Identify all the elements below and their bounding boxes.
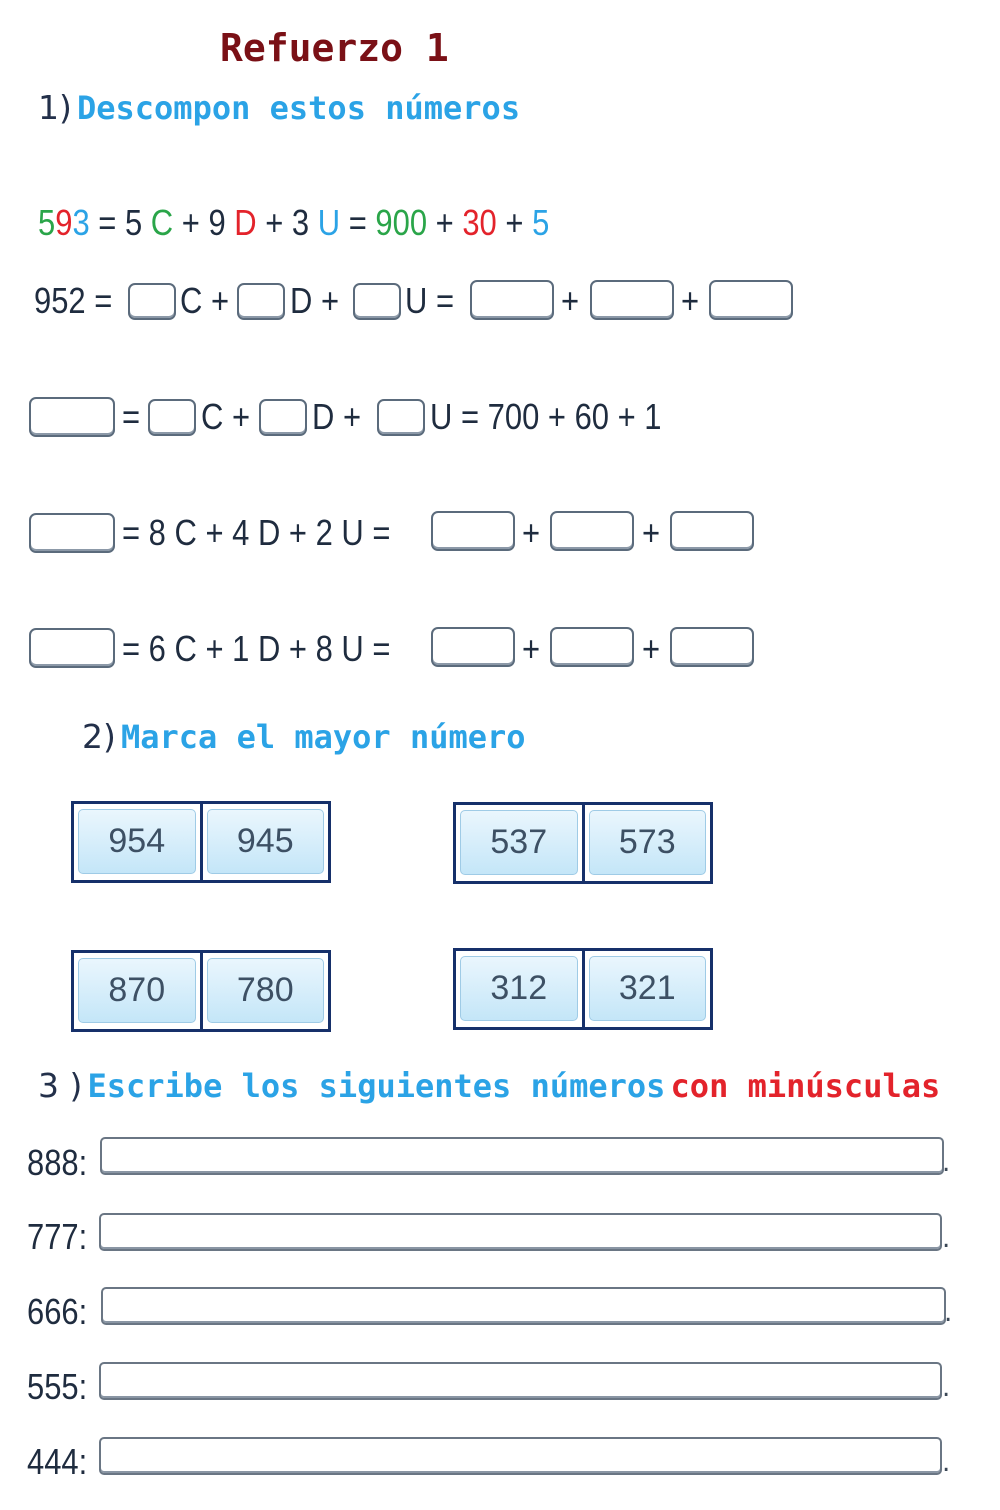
row1-plus: + (681, 280, 700, 321)
example-text: + 9 (173, 202, 235, 243)
example-value-tens: 30 (462, 202, 497, 243)
period-mark: . (942, 1448, 951, 1478)
answer-box[interactable] (128, 283, 176, 320)
example-text: + (496, 202, 533, 243)
example-digit-hundreds: 5 (38, 202, 56, 243)
number-option-button[interactable]: 954 (78, 809, 196, 874)
write-answer-field[interactable] (99, 1437, 942, 1475)
write-answer-field[interactable] (99, 1362, 942, 1400)
section2-header (82, 717, 526, 756)
write-row-label: 555: (27, 1366, 88, 1407)
row1-u: U = (405, 280, 455, 321)
example-d: D (234, 202, 257, 243)
answer-box[interactable] (377, 399, 425, 436)
write-row-label: 666: (27, 1291, 88, 1332)
row2-eq: = (122, 396, 141, 437)
write-row-label: 444: (27, 1441, 88, 1482)
period-mark: . (942, 1224, 951, 1254)
section3-number: 3 ) (38, 1066, 83, 1105)
period-mark: . (942, 1373, 951, 1403)
period-mark: . (944, 1298, 953, 1328)
example-row (38, 202, 549, 244)
answer-box[interactable] (259, 399, 307, 436)
section3-heading: Escribe los siguientes números (87, 1067, 666, 1105)
write-row-label: 777: (27, 1216, 88, 1257)
section3-heading-red: con minúsculas (670, 1067, 941, 1105)
example-digit-units: 3 (72, 202, 90, 243)
answer-box[interactable] (670, 511, 754, 551)
answer-box[interactable] (550, 627, 634, 667)
row1-lead: 952 = (34, 280, 113, 321)
number-option-button[interactable]: 945 (207, 809, 325, 874)
answer-box[interactable] (431, 627, 515, 667)
section2-number: 2) (82, 717, 116, 756)
number-pair (453, 948, 713, 1030)
row2-d: D + (312, 396, 362, 437)
example-c: C (150, 202, 174, 243)
answer-box[interactable] (29, 397, 115, 437)
section1-number: 1) (38, 88, 72, 127)
example-value-units: 5 (532, 202, 550, 243)
row4-plus: + (522, 628, 541, 669)
answer-box[interactable] (29, 628, 115, 668)
example-text: + 3 (256, 202, 318, 243)
number-option-button[interactable]: 870 (78, 958, 196, 1023)
answer-box[interactable] (670, 627, 754, 667)
answer-box[interactable] (148, 399, 196, 436)
answer-box[interactable] (353, 283, 401, 320)
number-pair (71, 950, 331, 1032)
section1-header (38, 88, 520, 127)
answer-box[interactable] (237, 283, 285, 320)
answer-box[interactable] (550, 511, 634, 551)
write-answer-field[interactable] (100, 1137, 944, 1175)
row1-d: D + (290, 280, 340, 321)
row2-c: C + (201, 396, 251, 437)
number-pair (453, 802, 713, 884)
row1-c: C + (180, 280, 230, 321)
write-answer-field[interactable] (99, 1213, 942, 1251)
example-digit-tens: 9 (55, 202, 73, 243)
example-text: + (427, 202, 463, 243)
write-answer-field[interactable] (101, 1287, 946, 1325)
example-u: U (317, 202, 341, 243)
row3-plus: + (642, 512, 661, 553)
number-option-button[interactable]: 573 (589, 810, 707, 875)
section1-heading: Descompon estos números (76, 89, 521, 127)
write-row-label: 888: (27, 1142, 88, 1183)
example-text: = (340, 202, 376, 243)
example-text: = 5 (89, 202, 151, 243)
example-value-hundreds: 900 (375, 202, 428, 243)
number-option-button[interactable]: 321 (589, 956, 707, 1021)
row2-u: U = 700 + 60 + 1 (430, 396, 662, 437)
row4-plus: + (642, 628, 661, 669)
number-pair (71, 801, 331, 883)
answer-box[interactable] (590, 280, 674, 320)
row3-plus: + (522, 512, 541, 553)
row4-text: = 6 C + 1 D + 8 U = (122, 628, 391, 669)
period-mark: . (942, 1148, 951, 1178)
number-option-button[interactable]: 312 (460, 956, 578, 1021)
answer-box[interactable] (431, 511, 515, 551)
row1-plus: + (561, 280, 580, 321)
page-title: Refuerzo 1 (220, 26, 449, 70)
answer-box[interactable] (29, 513, 115, 553)
number-option-button[interactable]: 537 (460, 810, 578, 875)
number-option-button[interactable]: 780 (207, 958, 325, 1023)
section2-heading: Marca el mayor número (120, 718, 526, 756)
answer-box[interactable] (709, 280, 793, 320)
section3-header (38, 1066, 940, 1105)
row3-text: = 8 C + 4 D + 2 U = (122, 512, 391, 553)
answer-box[interactable] (470, 280, 554, 320)
